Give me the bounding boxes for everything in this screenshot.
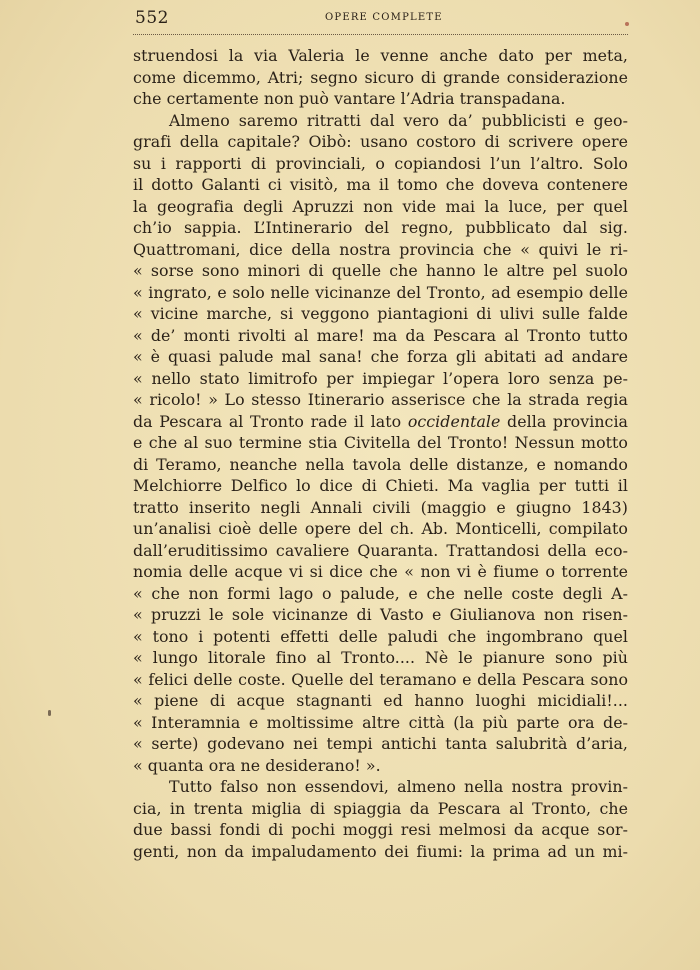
text-line: struendosi la via Valeria le venne anche dato per meta, — [133, 46, 628, 65]
text-line: su i rapporti di provinciali, o copiandosi l’un l’altro. Solo — [133, 153, 628, 173]
text-line: « serte) godevano nei tempi antichi tanta salubrità d’aria, — [133, 734, 628, 753]
text-line: come dicemmo, Atri; segno sicuro di grande considerazione — [133, 67, 628, 87]
text-line: « ingrato, e solo nelle vicinanze del Tronto, ad esempio delle — [133, 282, 628, 302]
text-line: Almeno saremo ritratti dal vero da’ pubblicisti e geo- — [169, 110, 628, 130]
text-line: « è quasi palude mal sana! che forza gli abitati ad andare — [133, 347, 628, 366]
text-line: « pruzzi le sole vicinanze di Vasto e Giulianova non risen- — [133, 605, 628, 624]
text-segment: da Pescara al Tronto rade il lato — [133, 411, 408, 431]
text-line: e che al suo termine stia Civitella del Tronto! Nessun motto — [133, 433, 628, 452]
text-line: « de’ monti rivolti al mare! ma da Pescara al Tronto tutto — [133, 325, 628, 345]
running-head: OPERE COMPLETE — [325, 12, 443, 23]
page-number: 552 — [135, 8, 169, 28]
text-line: che certamente non può vantare l’Adria transpadana. — [133, 89, 566, 108]
text-line: « lungo litorale fino al Tronto.... Nè le pianure sono più — [133, 648, 628, 667]
text-line: un’analisi cioè delle opere del ch. Ab. Monticelli, compilato — [133, 519, 628, 538]
body-text — [133, 45, 628, 862]
ink-spot — [625, 22, 629, 26]
page-header — [133, 8, 628, 35]
text-line: dall’eruditissimo cavaliere Quaranta. Trattandosi della eco- — [133, 540, 628, 560]
text-line: di Teramo, neanche nella tavola delle distanze, e nomando — [133, 454, 628, 474]
text-line: « che non formi lago o palude, e che nelle coste degli A- — [133, 583, 628, 603]
text-line: il dotto Galanti ci visitò, ma il tomo che doveva contenere — [133, 175, 628, 194]
text-line: nomia delle acque vi si dice che « non vi è fiume o torrente — [133, 562, 628, 581]
text-line: « sorse sono minori di quelle che hanno le altre pel suolo — [133, 261, 628, 280]
italic-word: occidentale — [407, 411, 501, 431]
text-line: cia, in trenta miglia di spiaggia da Pescara al Tronto, che — [133, 798, 628, 818]
text-line: genti, non da impaludamento dei fiumi: la prima ad un mi- — [133, 841, 628, 861]
text-line: « vicine marche, si veggono piantagioni di ulivi sulle falde — [133, 304, 628, 323]
margin-mark — [48, 710, 51, 716]
text-line: la geografia degli Apruzzi non vide mai la luce, per quel — [133, 196, 628, 216]
text-line: « tono i potenti effetti delle paludi che ingombrano quel — [133, 626, 628, 646]
text-line: « felici delle coste. Quelle del teramano e della Pescara sono — [133, 669, 628, 689]
text-line: « nello stato limitrofo per impiegar l’opera loro senza pe- — [133, 368, 628, 388]
text-line: « quanta ora ne desiderano! ». — [133, 755, 381, 775]
text-line: grafi della capitale? Oibò: usano costoro di scrivere opere — [133, 132, 628, 151]
text-line: « Interamnia e moltissime altre città (la più parte ora de- — [133, 712, 628, 732]
text-line: tratto inserito negli Annali civili (maggio e giugno 1843) — [133, 497, 628, 517]
text-line: « ricolo! » Lo stesso Itinerario asserisce che la strada regia — [133, 390, 628, 409]
text-line: ch’io sappia. L’Intinerario del regno, pubblicato dal sig. — [133, 218, 628, 237]
text-line: Tutto falso non essendovi, almeno nella nostra provin- — [169, 777, 628, 796]
text-line: Quattromani, dice della nostra provincia che « quivi le ri- — [133, 239, 628, 259]
text-line-italic — [133, 411, 628, 433]
text-segment: della provincia — [500, 411, 629, 431]
text-line: Melchiorre Delfico lo dice di Chieti. Ma vaglia per tutti il — [133, 476, 628, 495]
text-line: due bassi fondi di pochi moggi resi melmosi da acque sor- — [133, 820, 628, 839]
text-line: « piene di acque stagnanti ed hanno luoghi micidiali!... — [133, 691, 628, 710]
